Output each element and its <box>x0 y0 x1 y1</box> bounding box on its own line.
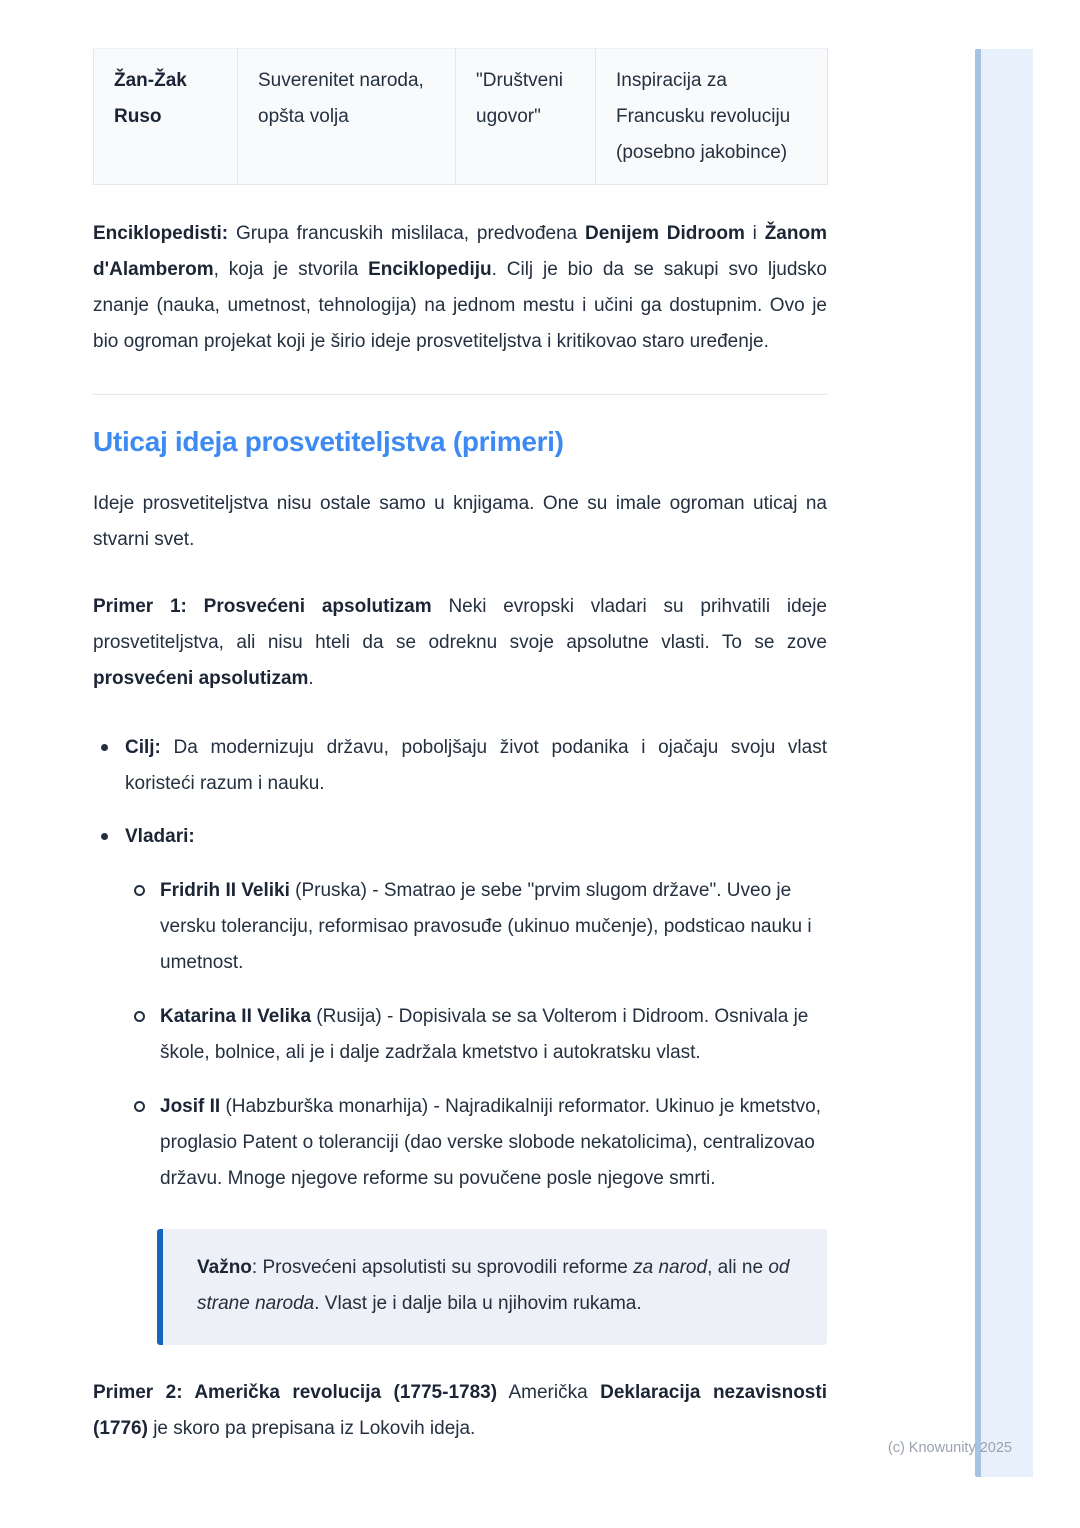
cell-philosopher-name: Žan-Žak Ruso <box>94 49 238 185</box>
philosophers-table <box>93 48 828 185</box>
paragraph-intro: Ideje prosvetiteljstva nisu ostale samo u knjigama. One su imale ogroman uticaj na stvarni svet. <box>93 493 827 550</box>
callout-text: Važno: Prosvećeni apsolutisti su sprovodili reforme za narod, ali ne od strane naroda. Vlast je i dalje bila u njihovim rukama. <box>197 1257 790 1314</box>
cell-influence: Inspiracija za Francusku revoluciju (posebno jakobince) <box>616 70 791 163</box>
section-heading: Uticaj ideja prosvetiteljstva (primeri) <box>93 426 564 457</box>
table-row <box>94 49 828 185</box>
list-item-cilj: Cilj: Da modernizuju državu, poboljšaju život podanika i ojačaju svoju vlast koristeći razum i nauku. <box>93 730 827 802</box>
paragraph-enciklopedisti: Enciklopedisti: Grupa francuskih mislilaca, predvođena Denijem Didroom i Žanom d'Alamberom, koja je stvorila Enciklopediju. Cilj je bio da se sakupi svo ljudsko znanje (nauka, umetnost, tehnologija) na jednom mestu i učini ga dostupnim. Ovo je bio ogroman projekat koji je širio ideje prosvetiteljstva i kritikovao staro uređenje. <box>93 223 827 352</box>
list-item-vladari-label: Vladari: <box>125 826 195 847</box>
important-callout <box>157 1229 827 1345</box>
paragraph-primer2: Primer 2: Američka revolucija (1775-1783) Američka Deklaracija nezavisnosti (1776) je skoro pa prepisana iz Lokovih ideja. <box>93 1382 827 1439</box>
cell-key-work: "Društveni ugovor" <box>456 49 596 185</box>
copyright-watermark: (c) Knowunity 2025 <box>887 1440 1012 1456</box>
scrollbar-strip[interactable] <box>975 49 1033 1477</box>
list-item-fridrih: Fridrih II Veliki (Pruska) - Smatrao je sebe "prvim slugom države". Uveo je versku toleranciju, reformisao pravosuđe (ukinuo mučenje), podsticao nauku i umetnost. <box>125 873 827 981</box>
list-item-josif: Josif II (Habzburška monarhija) - Najradikalniji reformator. Ukinuo je kmetstvo, proglasio Patent o toleranciji (dao verske slobode nekatolicima), centralizovao državu. Mnoge njegove reforme su povučene posle njegove smrti. <box>125 1089 827 1197</box>
bullet-list <box>93 730 827 1197</box>
list-item-vladari <box>93 819 827 1197</box>
cell-main-ideas: Suverenitet naroda, opšta volja <box>238 49 456 185</box>
paragraph-primer1: Primer 1: Prosvećeni apsolutizam Neki evropski vladari su prihvatili ideje prosvetiteljstva, ali nisu hteli da se odreknu svoje apsolutne vlasti. To se zove prosvećeni apsolutizam. <box>93 596 828 689</box>
section-divider <box>93 394 827 395</box>
rulers-sublist <box>125 873 827 1197</box>
list-item-katarina: Katarina II Velika (Rusija) - Dopisivala se sa Volterom i Didroom. Osnivala je škole, bolnice, ali je i dalje zadržala kmetstvo i autokratsku vlast. <box>125 999 827 1071</box>
document-content <box>93 0 827 1447</box>
